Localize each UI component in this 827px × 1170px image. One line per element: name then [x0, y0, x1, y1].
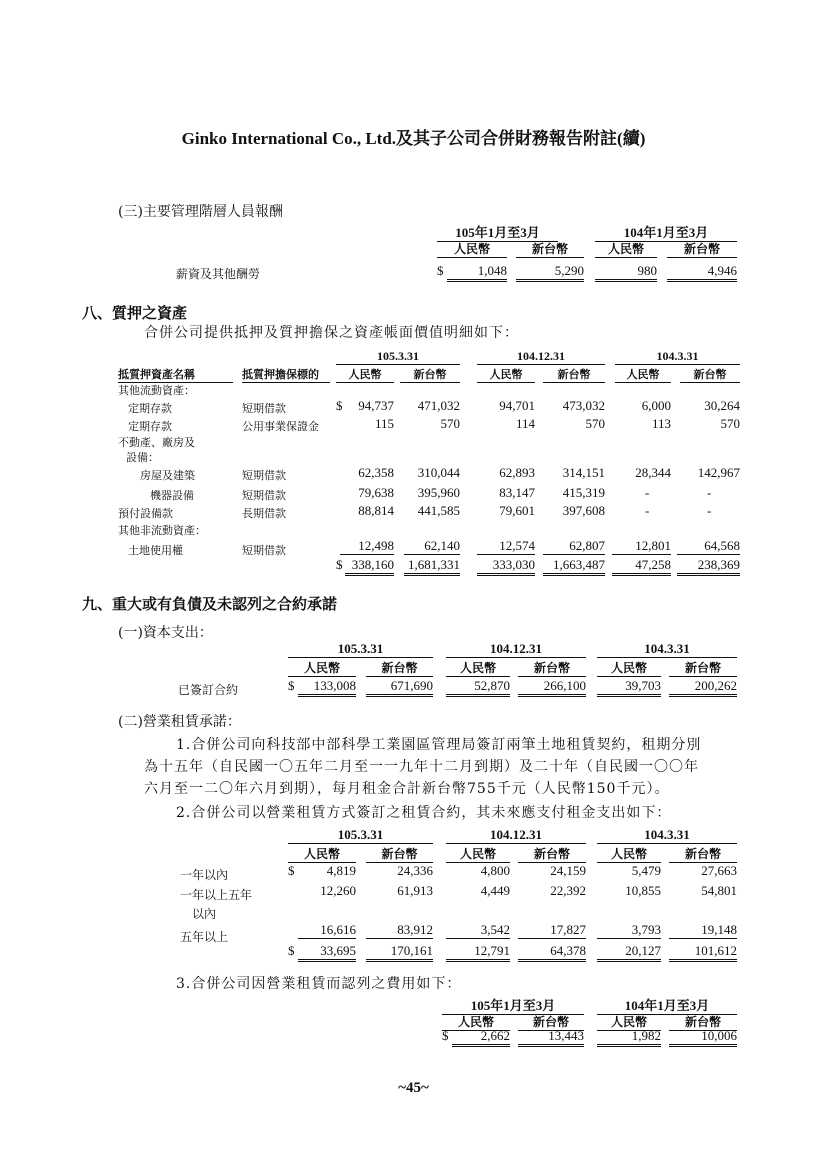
value-cell: -	[645, 503, 650, 518]
value-cell: 5,479	[631, 863, 661, 878]
value-cell: 64,568	[677, 538, 740, 555]
total-cell: 238,369	[677, 557, 740, 576]
column-header: 新台幣	[518, 1013, 584, 1031]
value-cell: 671,690	[366, 678, 433, 697]
asset-name: 定期存款	[128, 420, 172, 433]
asset-name: 定期存款	[128, 402, 172, 415]
total-cell: 20,127	[597, 943, 661, 962]
value-cell: 310,044	[417, 465, 460, 480]
currency-symbol: $	[288, 863, 295, 878]
value-cell: 16,616	[298, 922, 356, 939]
column-header: 新台幣	[518, 659, 586, 677]
group-label: 其他非流動資產：	[118, 524, 206, 537]
value-cell: 19,148	[669, 922, 737, 939]
pledge-target: 公用事業保證金	[242, 420, 319, 433]
asset-name: 土地使用權	[128, 544, 183, 557]
pledge-target: 長期借款	[242, 507, 286, 520]
value-cell: 24,336	[397, 863, 433, 878]
total-cell: 101,612	[669, 943, 737, 962]
value-cell: 94,737	[358, 398, 394, 413]
pledge-target: 短期借款	[242, 469, 286, 482]
column-header: 新台幣	[366, 659, 433, 677]
value-cell: 17,827	[518, 922, 586, 939]
value-cell: 39,703	[597, 678, 661, 697]
currency-symbol: $	[437, 263, 444, 278]
paragraph-line: 2.合併公司以營業租賃方式簽訂之租賃合約，其未來應支付租金支出如下：	[176, 805, 672, 821]
total-cell: 12,791	[446, 943, 510, 962]
row-label: 五年以上	[180, 930, 229, 944]
currency-symbol: $	[442, 1028, 449, 1043]
value-cell: 12,801	[612, 538, 671, 555]
value-cell: 3,542	[446, 922, 510, 939]
section-3-heading: (三)主要管理階層人員報酬	[118, 204, 283, 220]
value-cell: 415,319	[562, 485, 605, 500]
total-cell: 1,663,487	[543, 557, 605, 576]
period-header: 104年1月至3月	[597, 995, 737, 1015]
column-header: 新台幣	[669, 1013, 737, 1031]
value-cell: 980	[595, 263, 657, 282]
value-cell: 13,443	[518, 1028, 584, 1047]
value-cell: 94,701	[499, 398, 535, 413]
currency-symbol: $	[336, 557, 343, 572]
column-header: 人民幣	[597, 1013, 661, 1031]
value-cell: 266,100	[518, 678, 586, 697]
value-cell: 3,793	[597, 922, 661, 939]
value-cell: 441,585	[417, 503, 460, 518]
row-label: 一年以上五年	[180, 888, 253, 902]
page-number: ~45~	[398, 1080, 429, 1096]
value-cell: 4,449	[480, 883, 510, 898]
total-cell: 47,258	[612, 557, 671, 576]
page-title: Ginko International Co., Ltd.及其子公司合併財務報告附註(續)	[181, 129, 646, 148]
value-cell: 28,344	[635, 465, 671, 480]
value-cell: 12,260	[320, 883, 356, 898]
value-cell: 113	[651, 416, 671, 431]
column-header: 新台幣	[400, 366, 460, 383]
value-cell: 5,290	[516, 263, 584, 282]
value-cell: 24,159	[550, 863, 586, 878]
period-header: 105.3.31	[288, 641, 433, 658]
value-cell: 395,960	[417, 485, 460, 500]
section-9b-heading: (二)營業租賃承諾：	[118, 714, 241, 730]
value-cell: 61,913	[397, 883, 433, 898]
column-header: 新台幣	[366, 845, 433, 863]
period-header: 104.3.31	[597, 827, 737, 844]
total-cell: 170,161	[366, 943, 433, 962]
column-header: 人民幣	[446, 845, 510, 863]
paragraph-line: 六月至一二〇年六月到期），每月租金合計新台幣755千元（人民幣150千元）。	[144, 781, 670, 797]
value-cell: 30,264	[704, 398, 740, 413]
value-cell: 314,151	[562, 465, 605, 480]
column-header: 人民幣	[597, 845, 661, 863]
currency-symbol: $	[288, 678, 295, 693]
period-header: 105年1月至3月	[442, 995, 584, 1015]
value-cell: 10,006	[669, 1028, 737, 1047]
value-cell: 473,032	[562, 398, 605, 413]
total-cell: 64,378	[518, 943, 586, 962]
column-header: 人民幣	[446, 659, 510, 677]
group-label: 其他流動資產：	[118, 384, 195, 397]
period-header: 104.12.31	[446, 827, 586, 844]
value-cell: 22,392	[550, 883, 586, 898]
group-label: 不動產、廠房及	[118, 436, 195, 449]
section-8-heading: 八、質押之資產	[82, 304, 188, 322]
total-cell: 338,160	[345, 557, 394, 576]
value-cell: 4,946	[667, 263, 737, 282]
asset-name: 機器設備	[150, 489, 194, 502]
column-header: 新台幣	[543, 366, 605, 383]
column-header: 人民幣	[336, 366, 394, 383]
currency-symbol: $	[288, 943, 295, 958]
row-label: 已簽訂合約	[178, 683, 239, 697]
column-header: 人民幣	[437, 240, 507, 258]
column-header: 人民幣	[442, 1013, 510, 1031]
value-cell: 83,912	[366, 922, 433, 939]
column-header: 新台幣	[516, 240, 584, 258]
value-cell: 27,663	[701, 863, 737, 878]
currency-symbol: $	[336, 398, 343, 413]
value-cell: 570	[585, 416, 605, 431]
value-cell: 62,893	[499, 465, 535, 480]
pledge-target: 短期借款	[242, 489, 286, 502]
column-header: 人民幣	[615, 366, 671, 383]
value-cell: 62,140	[404, 538, 460, 555]
value-cell: 88,814	[358, 503, 394, 518]
value-cell: -	[645, 485, 650, 500]
column-header: 人民幣	[288, 845, 356, 863]
column-header: 新台幣	[518, 845, 586, 863]
asset-name: 房屋及建築	[140, 469, 195, 482]
column-header: 人民幣	[595, 240, 657, 258]
asset-name: 預付設備款	[118, 507, 173, 520]
pledge-target: 短期借款	[242, 544, 286, 557]
period-header: 105年1月至3月	[437, 222, 558, 242]
value-cell: 397,608	[562, 503, 605, 518]
section-8-intro: 合併公司提供抵押及質押擔保之資產帳面價值明細如下：	[144, 325, 519, 341]
value-cell: 4,819	[326, 863, 356, 878]
section-9a-heading: (一)資本支出：	[118, 625, 213, 641]
value-cell: 471,032	[417, 398, 460, 413]
value-cell: 79,601	[499, 503, 535, 518]
period-header: 105.3.31	[336, 349, 460, 365]
period-header: 105.3.31	[288, 827, 433, 844]
value-cell: 142,967	[697, 465, 740, 480]
column-header: 人民幣	[477, 366, 535, 383]
pledge-target: 短期借款	[242, 402, 286, 415]
total-cell: 333,030	[477, 557, 535, 576]
column-header-target: 抵質押擔保標的	[242, 366, 330, 383]
value-cell: 12,498	[340, 538, 394, 555]
paragraph-line: 3.合併公司因營業租賃而認列之費用如下：	[176, 976, 462, 992]
period-header: 104.12.31	[477, 349, 605, 365]
value-cell: 114	[515, 416, 535, 431]
column-header: 新台幣	[680, 366, 740, 383]
column-header: 新台幣	[669, 845, 737, 863]
value-cell: 4,800	[480, 863, 510, 878]
value-cell: 52,870	[446, 678, 510, 697]
period-header: 104.3.31	[597, 641, 737, 658]
value-cell: 62,358	[358, 465, 394, 480]
value-cell: 133,008	[298, 678, 356, 697]
row-label: 薪資及其他酬勞	[176, 267, 261, 281]
column-header: 人民幣	[288, 659, 356, 677]
value-cell: -	[707, 503, 712, 518]
column-header: 人民幣	[597, 659, 661, 677]
group-label: 設備：	[126, 451, 159, 464]
value-cell: 54,801	[701, 883, 737, 898]
value-cell: 1,048	[447, 263, 507, 282]
paragraph-line: 1.合併公司向科技部中部科學工業園區管理局簽訂兩筆土地租賃契約，租期分別	[176, 737, 702, 753]
paragraph-line: 為十五年（自民國一〇五年二月至一一九年十二月到期）及二十年（自民國一〇〇年	[144, 759, 699, 775]
value-cell: 62,807	[543, 538, 605, 555]
row-label: 一年以內	[180, 868, 229, 882]
total-cell: 1,681,331	[404, 557, 460, 576]
value-cell: 2,662	[452, 1028, 510, 1047]
value-cell: 1,982	[597, 1028, 661, 1047]
period-header: 104.12.31	[446, 641, 586, 658]
value-cell: 10,855	[625, 883, 661, 898]
period-header: 104.3.31	[615, 349, 740, 365]
value-cell: 115	[374, 416, 394, 431]
value-cell: 6,000	[641, 398, 671, 413]
value-cell: 83,147	[499, 485, 535, 500]
section-9-heading: 九、重大或有負債及未認列之合約承諾	[82, 595, 338, 613]
value-cell: 570	[440, 416, 460, 431]
total-cell: 33,695	[298, 943, 356, 962]
value-cell: -	[707, 485, 712, 500]
row-label: 以內	[192, 907, 217, 921]
value-cell: 79,638	[358, 485, 394, 500]
value-cell: 570	[720, 416, 740, 431]
period-header: 104年1月至3月	[595, 222, 737, 242]
value-cell: 12,574	[477, 538, 535, 555]
column-header: 新台幣	[667, 240, 737, 258]
column-header-asset: 抵質押資產名稱	[118, 366, 233, 383]
value-cell: 200,262	[669, 678, 737, 697]
column-header: 新台幣	[669, 659, 737, 677]
